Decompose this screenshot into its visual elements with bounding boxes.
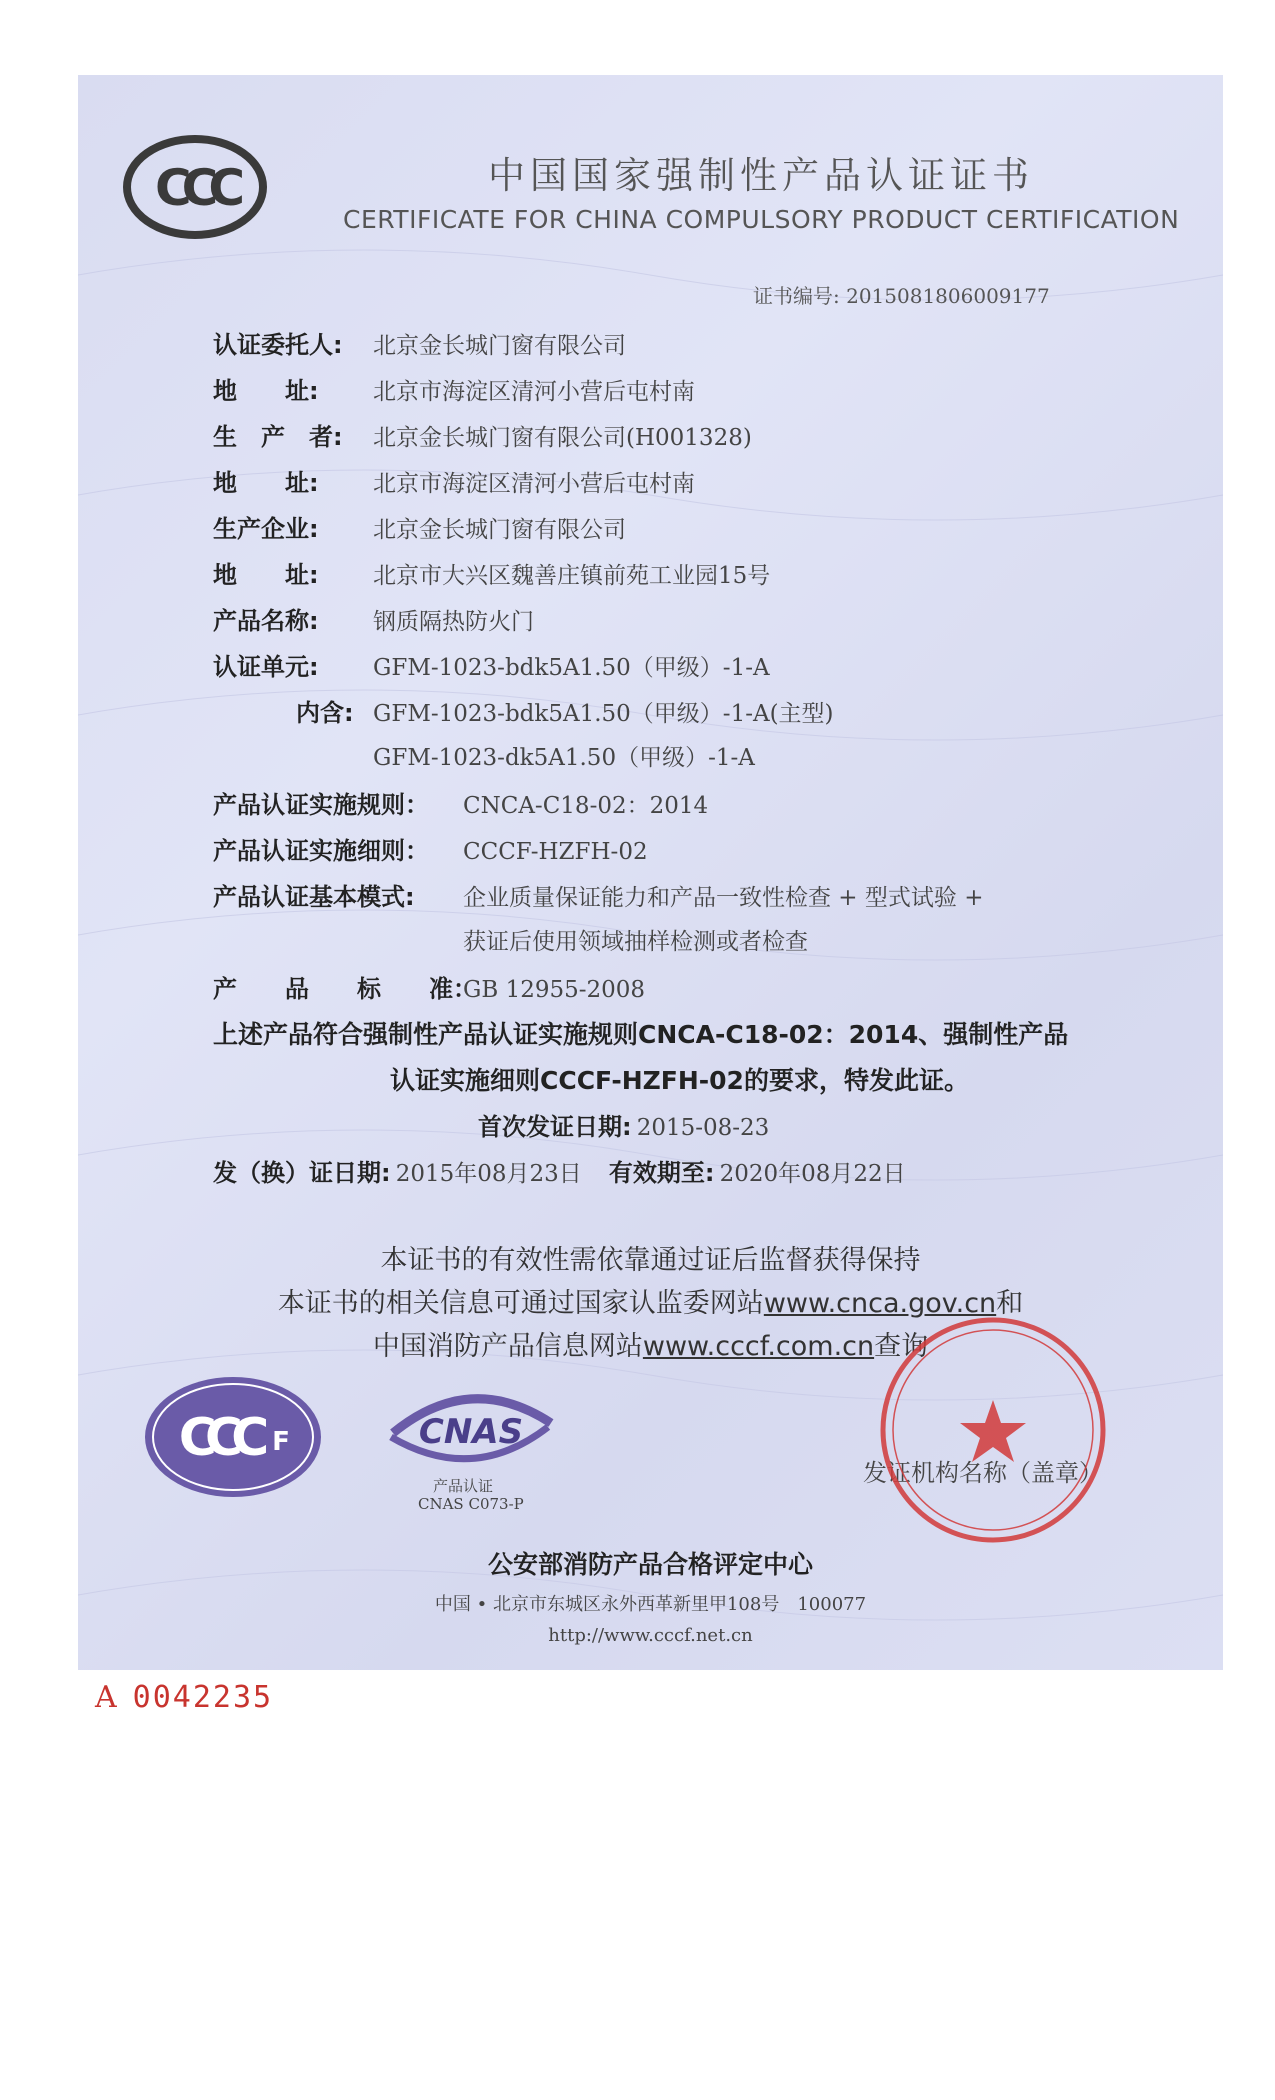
cnas-caption-2: CNAS C073-P (418, 1495, 524, 1513)
notice-line-3-text: 中国消防产品信息网站 (372, 1331, 643, 1362)
cccf-logo-f: F (272, 1427, 290, 1457)
address1-label: 地 址: (213, 377, 319, 405)
issue-date-value: 2015年08月23日 (395, 1161, 582, 1187)
certificate-number-value: 2015081806009177 (846, 284, 1050, 308)
cccf-link[interactable]: www.cccf.com.cn (642, 1331, 875, 1362)
factory-row (213, 509, 626, 544)
applicant-value: 北京金长城门窗有限公司 (373, 333, 626, 359)
address1-row (213, 371, 695, 406)
cnas-caption-1: 产品认证 (433, 1477, 494, 1495)
rule-value: CNCA-C18-02：2014 (463, 793, 709, 819)
cnas-logo-text: CNAS (418, 1412, 524, 1452)
cnas-logo (383, 1375, 558, 1475)
issue-date-label: 发（换）证日期: (213, 1159, 391, 1187)
statement-line-1: 上述产品符合强制性产品认证实施规则CNCA-C18-02：2014、强制性产品 (213, 1020, 1069, 1049)
notice-line-3-suffix: 查询 (874, 1331, 929, 1362)
unit-label: 认证单元: (213, 653, 319, 681)
serial-value: 0042235 (132, 1680, 274, 1715)
statement-line-2: 认证实施细则CCCF-HZFH-02的要求，特发此证。 (390, 1066, 969, 1095)
manufacturer-label: 生 产 者: (213, 423, 343, 451)
mode-label: 产品认证基本模式: (213, 883, 415, 911)
manufacturer-row (213, 417, 752, 452)
title-english: CERTIFICATE FOR CHINA COMPULSORY PRODUCT CERTIFICATION (343, 205, 1180, 234)
official-seal (878, 1315, 1108, 1545)
notice-line-1: 本证书的有效性需依靠通过证后监督获得保持 (380, 1245, 921, 1276)
ccc-logo (123, 135, 268, 240)
detail-row (213, 831, 648, 866)
certificate (78, 75, 1223, 1670)
valid-until-value: 2020年08月22日 (719, 1161, 906, 1187)
address2-value: 北京市海淀区清河小营后屯村南 (373, 471, 695, 497)
cccf-logo-text: CCC (178, 1408, 258, 1468)
standard-value: GB 12955-2008 (463, 977, 646, 1003)
contains-row-2 (373, 739, 755, 772)
cnca-link[interactable]: www.cnca.gov.cn (763, 1288, 997, 1319)
mode-row (213, 877, 983, 912)
contains-value-1: GFM-1023-bdk5A1.50（甲级）-1-A(主型) (373, 701, 834, 727)
issuer-address: 中国 • 北京市东城区永外西革新里甲108号 100077 (434, 1594, 867, 1615)
ccc-logo-text: CCC (154, 159, 236, 217)
manufacturer-value: 北京金长城门窗有限公司(H001328) (373, 425, 752, 451)
rule-label: 产品认证实施规则： (213, 791, 429, 819)
product-label: 产品名称: (213, 607, 319, 635)
product-value: 钢质隔热防火门 (373, 609, 534, 635)
notice-line-2-text: 本证书的相关信息可通过国家认监委网站 (277, 1288, 764, 1319)
detail-value: CCCF-HZFH-02 (463, 839, 648, 865)
serial-number (95, 1680, 273, 1715)
factory-value: 北京金长城门窗有限公司 (373, 517, 626, 543)
unit-row (213, 647, 770, 682)
rule-row (213, 785, 708, 820)
factory-label: 生产企业: (213, 515, 319, 543)
product-row (213, 601, 534, 636)
first-issue-value: 2015-08-23 (636, 1115, 770, 1141)
issuer-website: http://www.cccf.net.cn (548, 1625, 753, 1646)
contains-value-2: GFM-1023-dk5A1.50（甲级）-1-A (373, 745, 755, 771)
first-issue-date (478, 1107, 769, 1142)
issuer-name: 公安部消防产品合格评定中心 (487, 1550, 813, 1579)
address2-row (213, 463, 695, 498)
certificate-number-label: 证书编号: (753, 284, 840, 308)
standard-row (213, 969, 645, 1004)
valid-until-label: 有效期至: (608, 1159, 715, 1187)
issuing-body-sign-label: 发证机构名称（盖章） (863, 1459, 1103, 1487)
unit-value: GFM-1023-bdk5A1.50（甲级）-1-A (373, 655, 770, 681)
address3-label: 地 址: (213, 561, 319, 589)
standard-label: 产 品 标 准： (213, 975, 477, 1003)
applicant-label: 认证委托人: (213, 331, 343, 359)
applicant-row (213, 325, 626, 360)
serial-prefix: A (95, 1680, 119, 1715)
cccf-logo (143, 1375, 323, 1500)
detail-label: 产品认证实施细则： (213, 837, 429, 865)
title-chinese: 中国国家强制性产品认证证书 (488, 154, 1034, 197)
issue-dates (213, 1153, 906, 1188)
address1-value: 北京市海淀区清河小营后屯村南 (373, 379, 695, 405)
certificate-number (753, 280, 1050, 309)
address2-label: 地 址: (213, 469, 319, 497)
address3-value: 北京市大兴区魏善庄镇前苑工业园15号 (373, 563, 771, 589)
mode-row-2 (463, 923, 808, 956)
contains-row (296, 693, 834, 728)
mode-value-2: 获证后使用领域抽样检测或者检查 (463, 929, 808, 955)
first-issue-label: 首次发证日期: (478, 1113, 632, 1141)
notice-line-2-suffix: 和 (996, 1288, 1024, 1319)
contains-label: 内含: (296, 699, 354, 727)
mode-value-1: 企业质量保证能力和产品一致性检查 + 型式试验 + (463, 885, 984, 911)
address3-row (213, 555, 770, 590)
